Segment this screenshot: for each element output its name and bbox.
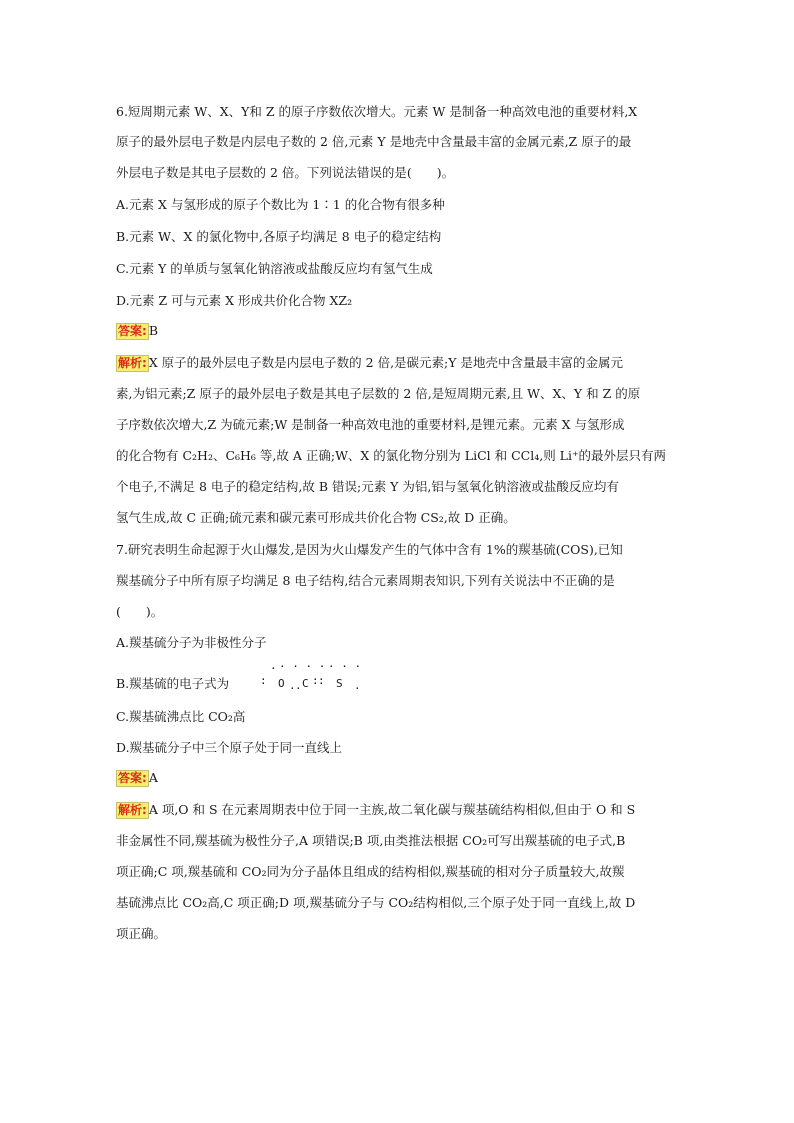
bond-dots: : (318, 674, 325, 687)
q6-stem-line-3: 外层电子数是其电子层数的 2 倍。下列说法错误的是( )。 (116, 165, 455, 180)
analysis-label: 解析: (118, 356, 147, 370)
bond-dots: . (295, 679, 302, 692)
answer-label: 答案: (118, 324, 147, 338)
q6-option-a: A.元素 X 与氢形成的原子个数比为 1∶1 的化合物有很多种 (116, 197, 445, 212)
q7-analysis-line-1 (116, 802, 686, 819)
q7-analysis-line-4: 基硫沸点比 CO₂高,C 项正确;D 项,羰基硫分子与 CO₂结构相似,三个原子处于同一直线上,故 D (116, 895, 636, 910)
q6-analysis-line-1 (116, 355, 686, 372)
cos-electron-dot-formula (258, 660, 368, 692)
atom-s: S (336, 677, 343, 690)
answer-label: 答案: (118, 771, 147, 785)
q7-option-a: A.羰基硫分子为非极性分子 (116, 635, 267, 650)
q7-option-c: C.羰基硫沸点比 CO₂高 (116, 709, 246, 724)
q6-analysis-line-3: 子序数依次增大,Z 为硫元素;W 是制备一种高效电池的重要材料,是锂元素。元素 X 与氢形成 (116, 417, 625, 432)
q6-analysis-line-2: 素,为铝元素;Z 原子的最外层电子数是其电子层数的 2 倍,是短周期元素,且 W、X、Y 和 Z 的原 (116, 386, 641, 401)
q6-stem-line-1: 6.短周期元素 W、X、Y和 Z 的原子序数依次增大。元素 W 是制备一种高效电池的重要材料,X (116, 104, 638, 119)
atom-c: C (302, 677, 309, 690)
q6-analysis-line-4: 的化合物有 C₂H₂、C₆H₆ 等,故 A 正确;W、X 的氯化物分别为 LiCl 和 CCl₄,则 Li⁺的最外层只有两 (116, 448, 667, 463)
q6-analysis-line-6: 氢气生成,故 C 正确;硫元素和碳元素可形成共价化合物 CS₂,故 D 正确。 (116, 510, 516, 525)
q7-stem-line-3: ( )。 (116, 604, 164, 619)
lone-pair-dots: . (354, 679, 361, 692)
q6-stem-line-2: 原子的最外层电子数是内层电子数的 2 倍,元素 Y 是地壳中含量最丰富的金属元素,Z 原子的最 (116, 134, 632, 149)
analysis-label: 解析: (118, 803, 147, 817)
q7-analysis-text-1: A 项,O 和 S 在元素周期表中位于同一主族,故二氧化碳与羰基硫结构相似,但由于 O 和 S (148, 802, 636, 817)
q7-answer (116, 770, 686, 787)
q6-option-c: C.元素 Y 的单质与氢氧化钠溶液或盐酸反应均有氢气生成 (116, 261, 433, 276)
q7-answer-value: A (148, 770, 158, 785)
q7-analysis-line-2: 非金属性不同,羰基硫为极性分子,A 项错误;B 项,由类推法根据 CO₂可写出羰基硫的电子式,B (116, 833, 626, 848)
atom-o: O (278, 677, 285, 690)
q7-analysis-line-3: 项正确;C 项,羰基硫和 CO₂同为分子晶体且组成的结构相似,羰基硫的相对分子质量较大,故羰 (116, 864, 625, 879)
q7-stem-line-2: 羰基硫分子中所有原子均满足 8 电子结构,结合元素周期表知识,下列有关说法中不正确的是 (116, 573, 615, 588)
lone-pair-dots: · · · (328, 660, 362, 673)
q6-answer (116, 323, 686, 340)
bond-dots: : (312, 674, 319, 687)
q6-option-b: B.元素 W、X 的氯化物中,各原子均满足 8 电子的稳定结构 (116, 229, 442, 244)
q6-answer-value: B (148, 323, 158, 338)
bond-dots: . (289, 679, 296, 692)
q6-analysis-line-5: 个电子,不满足 8 电子的稳定结构,故 B 错误;元素 Y 为铝,铝与氢氧化钠溶液或盐酸反应均有 (116, 479, 619, 494)
lone-pair-dots: · (270, 662, 277, 675)
q7-analysis-line-5: 项正确。 (116, 926, 167, 941)
lone-pair-dots: : (260, 674, 267, 687)
q7-option-b: B.羰基硫的电子式为 (116, 676, 230, 691)
lone-pair-dots: · · · · (279, 660, 326, 673)
q7-stem-line-1: 7.研究表明生命起源于火山爆发,是因为火山爆发产生的气体中含有 1%的羰基硫(COS),已知 (116, 542, 623, 557)
q6-option-d: D.元素 Z 可与元素 X 形成共价化合物 XZ₂ (116, 293, 353, 308)
q7-option-d: D.羰基硫分子中三个原子处于同一直线上 (116, 740, 343, 755)
q6-analysis-text-1: X 原子的最外层电子数是内层电子数的 2 倍,是碳元素;Y 是地壳中含量最丰富的金属元 (148, 355, 623, 370)
